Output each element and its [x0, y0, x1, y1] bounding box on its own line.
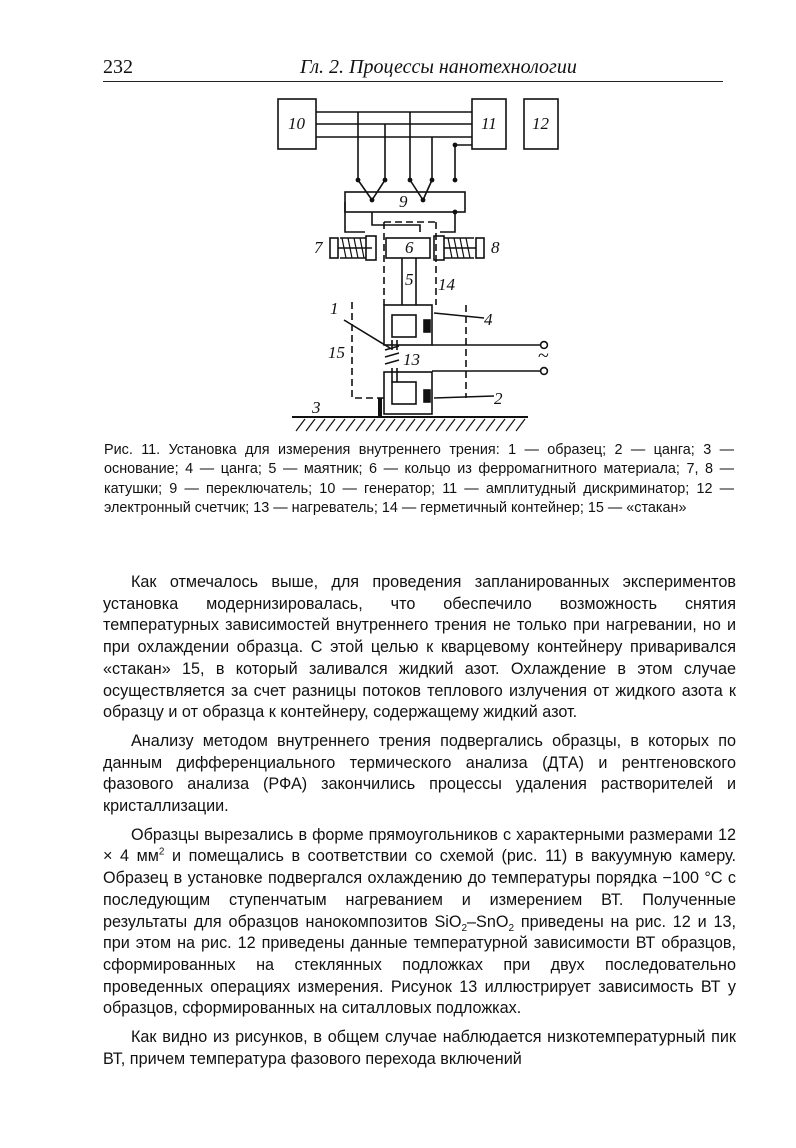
label-13: 13 — [403, 350, 420, 369]
leader-4 — [434, 313, 484, 318]
leader-1 — [344, 320, 390, 348]
label-15: 15 — [328, 343, 345, 362]
wiring — [316, 112, 472, 200]
collet-4 — [384, 305, 432, 350]
header-rule — [103, 81, 723, 82]
label-10: 10 — [288, 114, 305, 133]
container-14 — [384, 222, 436, 305]
paragraph-3: Образцы вырезались в форме прямоугольников с характерными размерами 12 × 4 $мм^2$ и помещались в соответствии со схемой (рис. 11) в вакуумную камеру. Образец в установке подвергался охлаждению до температуры порядка −100 °С с последующим ступенчатым нагреванием и измерением ВТ. Полученные результаты для образцов нанокомпозитов SiO$_2$–SnO$_2$ приведены на рис. 12 и 13, при этом на рис. 12 приведены данные температурной зависимости ВТ образцов, сформированных на стеклянных подложках при двух последовательно проведенных операциях измерения. Рисунок 13 иллюстрирует зависимость ВТ у образцов, сформированных на ситалловых подложках. — [103, 825, 736, 1018]
ac-symbol: ~ — [538, 345, 549, 367]
label-9: 9 — [399, 192, 408, 211]
body-text — [103, 572, 736, 1077]
terminal-b — [541, 368, 548, 375]
leader-2 — [434, 396, 494, 398]
label-14: 14 — [438, 275, 455, 294]
label-6: 6 — [405, 238, 414, 257]
figure-11-diagram — [270, 88, 570, 438]
chapter-title: Гл. 2. Процессы нанотехнологии — [300, 56, 577, 78]
label-5: 5 — [405, 270, 414, 289]
paragraph-1: Как отмечалось выше, для проведения запланированных экспериментов установка модернизировалась, что обеспечило возможность снятия температурных зависимостей внутреннего трения не только при нагревании, но и при охлаждении образца. С этой целью к кварцевому контейнеру приваривался «стакан» 15, в который заливался жидкий азот. Охлаждение в этом случае осуществляется за счет разницы потоков теплового излучения от жидкого азота к образцу и от образца к контейнеру, содержащему жидкий азот. — [103, 573, 736, 722]
paragraph-4: Как видно из рисунков, в общем случае наблюдается низкотемпературный пик ВТ, причем температура фазового перехода включений — [103, 1028, 736, 1068]
label-11: 11 — [481, 114, 497, 133]
label-7: 7 — [314, 238, 323, 257]
coil-7 — [330, 236, 376, 260]
coil-8 — [434, 236, 484, 260]
collet-2 — [384, 368, 432, 414]
label-12: 12 — [532, 114, 549, 133]
running-header — [103, 56, 723, 82]
label-1: 1 — [330, 299, 339, 318]
label-2: 2 — [494, 389, 503, 408]
heater-supply — [432, 345, 540, 371]
label-3: 3 — [312, 398, 321, 417]
paragraph-2: Анализу методом внутреннего трения подвергались образцы, в которых по данным дифференциального термического анализа (ДТА) и рентгеновского фазового анализа (РФА) закончились процессы удаления растворителей и кристаллизации. — [103, 731, 736, 816]
label-8: 8 — [491, 238, 500, 257]
figure-caption: Рис. 11. Установка для измерения внутреннего трения: 1 — образец; 2 — цанга; 3 — основание; 4 — цанга; 5 — маятник; 6 — кольцо из ферромагнитного материала; 7, 8 — катушки; 9 — переключатель; 10 — генератор; 11 — амплитудный дискриминатор; 12 — электронный счетчик; 13 — нагреватель; 14 — герметичный контейнер; 15 — «стакан» — [104, 442, 734, 517]
wire-to-coil-7 — [345, 202, 365, 232]
label-4: 4 — [484, 310, 493, 329]
page-number: 232 — [103, 56, 133, 78]
wire-to-coil-8 — [440, 212, 455, 232]
